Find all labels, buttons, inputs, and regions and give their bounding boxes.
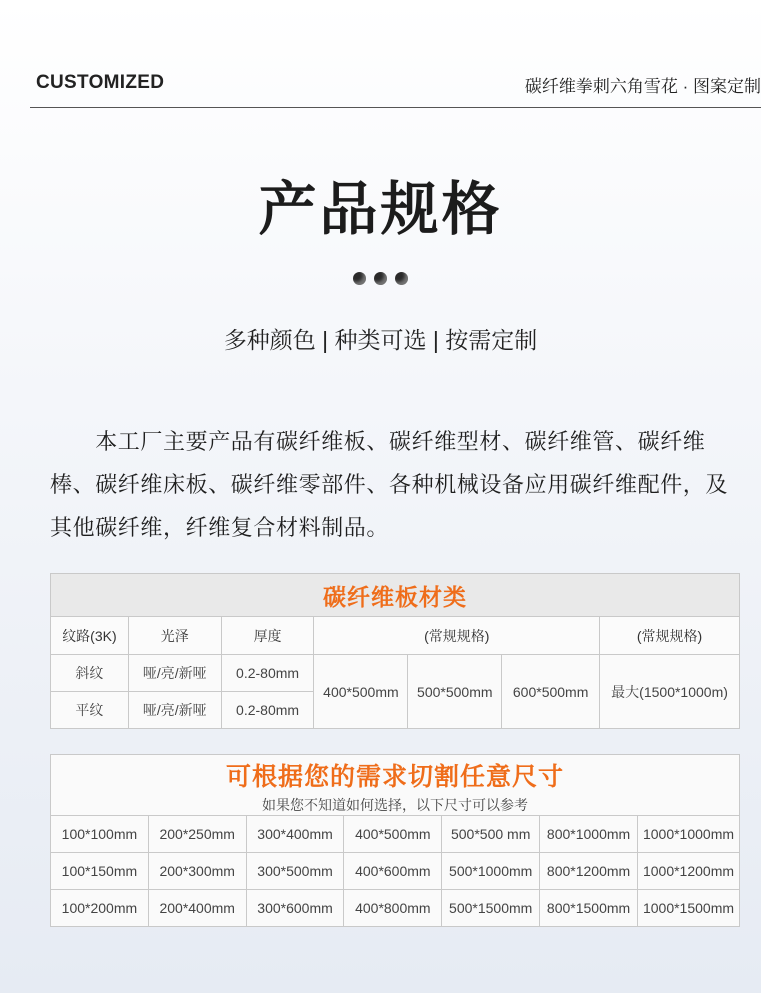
size-cell: 1000*1500mm (638, 890, 740, 927)
cut-size-table (50, 754, 740, 927)
table2-caption: 可根据您的需求切割任意尺寸 (225, 763, 564, 791)
size-cell: 1000*1200mm (638, 853, 740, 890)
size-cell: 500*1500mm (442, 890, 540, 927)
header-customized: CUSTOMIZED (36, 72, 165, 93)
size-cell: 300*400mm (246, 816, 344, 853)
header-product-name: 碳纤维拳刺六角雪花 · 图案定制 (524, 77, 761, 96)
size-cell: 400*800mm (344, 890, 442, 927)
table1-cell-thickness: 0.2-80mm (221, 692, 314, 729)
size-cell: 200*400mm (148, 890, 246, 927)
size-cell: 800*1000mm (540, 816, 638, 853)
size-cell: 800*1500mm (540, 890, 638, 927)
size-cell: 400*600mm (344, 853, 442, 890)
table1-header-standard-sizes: (常规规格) (314, 617, 600, 655)
size-cell: 500*500 mm (442, 816, 540, 853)
dot-icon (353, 272, 366, 285)
size-cell: 1000*1000mm (638, 816, 740, 853)
size-cell: 400*500mm (344, 816, 442, 853)
table1-cell-thickness: 0.2-80mm (221, 655, 314, 692)
size-cell: 200*250mm (148, 816, 246, 853)
table1-header-pattern: 纹路(3K) (51, 617, 129, 655)
size-cell: 800*1200mm (540, 853, 638, 890)
table1-cell-gloss: 哑/亮/新哑 (128, 692, 221, 729)
table-row (51, 816, 740, 853)
table1-cell-max-size: 最大(1500*1000m) (600, 655, 740, 729)
table2-subcaption: 如果您不知道如何选择，以下尺寸可以参考 (262, 797, 528, 813)
size-cell: 300*500mm (246, 853, 344, 890)
table1-cell-gloss: 哑/亮/新哑 (128, 655, 221, 692)
table1-header-row (51, 617, 740, 655)
table1-cell-size: 600*500mm (502, 655, 600, 729)
table2-caption-cell (51, 755, 740, 816)
table1-cell-size: 500*500mm (408, 655, 502, 729)
table1-cell-size: 400*500mm (314, 655, 408, 729)
table1-cell-pattern: 斜纹 (51, 655, 129, 692)
table1-header-gloss: 光泽 (128, 617, 221, 655)
dot-icon (395, 272, 408, 285)
table-row (51, 890, 740, 927)
table1-caption: 碳纤维板材类 (51, 574, 740, 617)
size-cell: 100*200mm (51, 890, 149, 927)
table1-cell-pattern: 平纹 (51, 692, 129, 729)
page-header (30, 66, 761, 108)
intro-paragraph: 本工厂主要产品有碳纤维板、碳纤维型材、碳纤维管、碳纤维棒、碳纤维床板、碳纤维零部件、各种机械设备应用碳纤维配件，及其他碳纤维，纤维复合材料制品。 (50, 429, 729, 540)
page-title: 产品规格 (258, 177, 503, 242)
decorative-dots (0, 272, 761, 288)
size-cell: 100*100mm (51, 816, 149, 853)
table1-header-standard-max: (常规规格) (600, 617, 740, 655)
size-cell: 300*600mm (246, 890, 344, 927)
table1-header-thickness: 厚度 (221, 617, 314, 655)
table-row (51, 853, 740, 890)
size-cell: 200*300mm (148, 853, 246, 890)
subtitle: 多种颜色 | 种类可选 | 按需定制 (223, 327, 538, 353)
carbon-plate-table (50, 573, 740, 729)
table-row (51, 655, 740, 692)
size-cell: 500*1000mm (442, 853, 540, 890)
dot-icon (374, 272, 387, 285)
size-cell: 100*150mm (51, 853, 149, 890)
